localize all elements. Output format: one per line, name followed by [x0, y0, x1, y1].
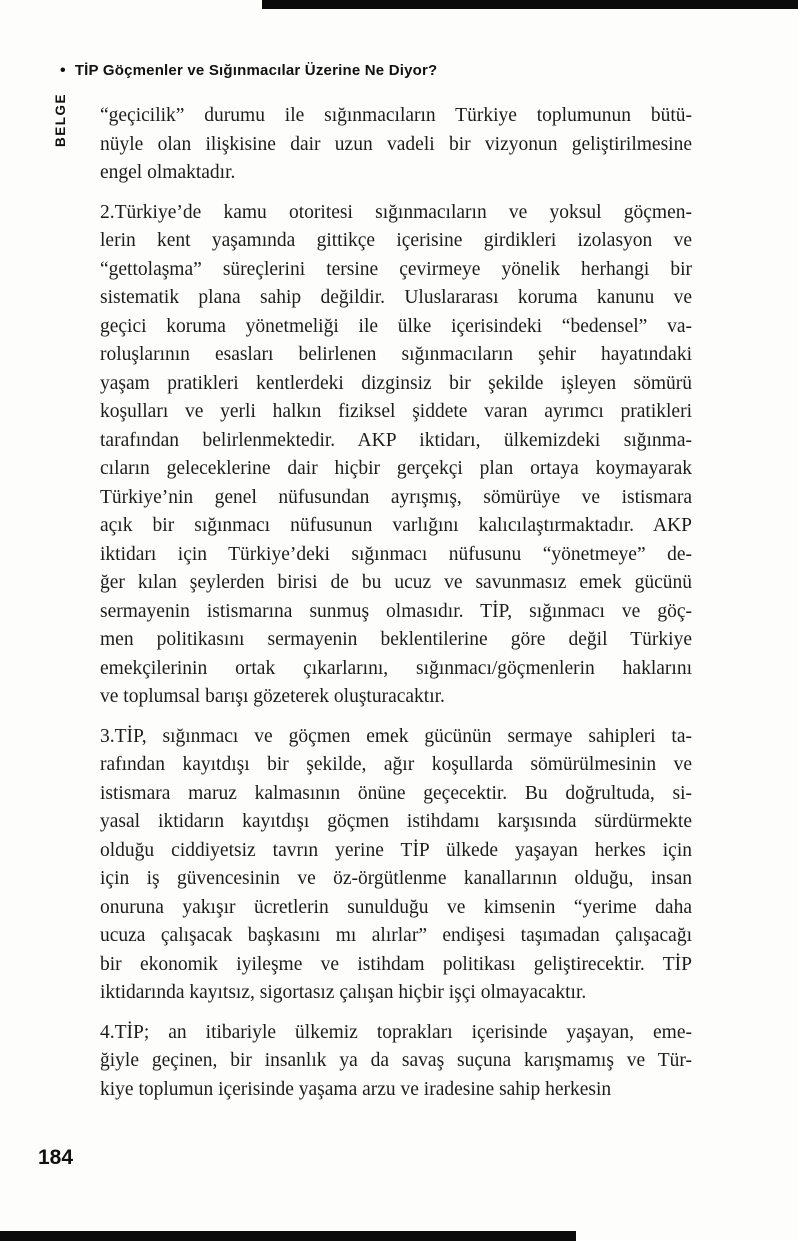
text-line: roluşlarının esasları belirlenen sığınmacıların şehir hayatındaki — [100, 344, 692, 365]
text-line: 4.TİP; an itibariyle ülkemiz toprakları içerisinde yaşayan, eme- — [100, 1021, 692, 1043]
text-line: iktidarında kayıtsız, sigortasız çalışan hiçbir işçi olmayacaktır. — [100, 982, 587, 1003]
text-line: yaşam pratikleri kentlerdeki dizginsiz bir şekilde işleyen sömürü — [100, 372, 692, 394]
text-line: sistematik plana sahip değildir. Uluslararası koruma kanunu ve — [100, 287, 692, 308]
text-line: Türkiye’nin genel nüfusundan ayrışmış, sömürüye ve istismara — [100, 486, 692, 508]
text-line: rafından kayıtdışı bir şekilde, ağır koşullarda sömürülmesinin ve — [100, 754, 692, 775]
header-title: TİP Göçmenler ve Sığınmacılar Üzerine Ne Diyor? — [74, 62, 438, 79]
paragraph — [100, 199, 692, 712]
page-number: 184 — [38, 1146, 74, 1169]
text-line: ğer kılan şeylerden birisi de bu ucuz ve savunmasız emek gücünü — [100, 572, 692, 593]
text-line: kiye toplumun içerisinde yaşama arzu ve iradesine sahip herkesin — [100, 1078, 612, 1100]
text-line: “gettolaşma” süreçlerini tersine çevirmeye yönelik herhangi bir — [100, 258, 692, 280]
scan-edge-top — [262, 0, 798, 9]
text-line: koşulları ve yerli halkın fiziksel şiddete varan ayrımcı pratikleri — [100, 401, 692, 422]
text-line: geçici koruma yönetmeliği ile ülke içerisindeki “bedensel” va- — [100, 315, 692, 337]
side-label-belge: BELGE — [53, 93, 68, 148]
text-line: tarafından belirlenmektedir. AKP iktidarı, ülkemizdeki sığınma- — [100, 429, 692, 451]
scan-edge-bottom — [0, 1231, 576, 1241]
text-line: ğiyle geçinen, bir insanlık ya da savaş suçuna karışmamış ve Tür- — [100, 1050, 692, 1071]
text-line: ucuza çalışacak başkasını mı alırlar” endişesi taşımadan çalışacağı — [100, 925, 692, 946]
text-line: men politikasını sermayenin beklentilerine göre değil Türkiye — [100, 629, 692, 650]
header-bullet-icon: • — [60, 61, 66, 79]
text-line: bir ekonomik iyileşme ve istihdam politikası geliştirecektir. TİP — [100, 953, 692, 975]
text-line: nüyle olan ilişkisine dair uzun vadeli bir vizyonun geliştirilmesine — [100, 133, 692, 155]
body-text — [100, 102, 692, 1115]
text-line: için iş güvencesinin ve öz-örgütlenme kanallarının olduğu, insan — [100, 868, 692, 889]
text-line: yasal iktidarın kayıtdışı göçmen istihdamı karşısında sürdürmekte — [100, 811, 692, 832]
text-line: emekçilerinin ortak çıkarlarını, sığınmacı/göçmenlerin haklarını — [100, 657, 692, 679]
text-line: olduğu ciddiyetsiz tavrın yerine TİP ülkede yaşayan herkes için — [100, 839, 692, 861]
text-line: onuruna yakışır ücretlerin sunulduğu ve kimsenin “yerime daha — [100, 896, 692, 918]
running-header — [60, 62, 738, 79]
paragraph — [100, 723, 692, 1008]
text-line: sermayenin istismarına sunmuş olmasıdır. TİP, sığınmacı ve göç- — [100, 600, 692, 622]
text-line: “geçicilik” durumu ile sığınmacıların Türkiye toplumunun bütü- — [100, 105, 692, 126]
text-line: engel olmaktadır. — [100, 162, 236, 183]
paragraph — [100, 102, 692, 188]
paragraph — [100, 1019, 692, 1105]
text-line: ve toplumsal barışı gözeterek oluşturacaktır. — [100, 686, 445, 707]
text-line: 2.Türkiye’de kamu otoritesi sığınmacıların ve yoksul göçmen- — [100, 201, 692, 223]
text-line: istismara maruz kalmasının önüne geçecektir. Bu doğrultuda, si- — [100, 782, 692, 804]
text-line: lerin kent yaşamında gittikçe içerisine girdikleri izolasyon ve — [100, 230, 692, 251]
text-line: iktidarı için Türkiye’deki sığınmacı nüfusunu “yönetmeye” de- — [100, 543, 692, 565]
text-line: 3.TİP, sığınmacı ve göçmen emek gücünün sermaye sahipleri ta- — [100, 725, 692, 747]
text-line: cıların geleceklerine dair hiçbir gerçekçi plan ortaya koymayarak — [100, 458, 692, 479]
text-line: açık bir sığınmacı nüfusunun varlığını kalıcılaştırmaktadır. AKP — [100, 515, 692, 536]
